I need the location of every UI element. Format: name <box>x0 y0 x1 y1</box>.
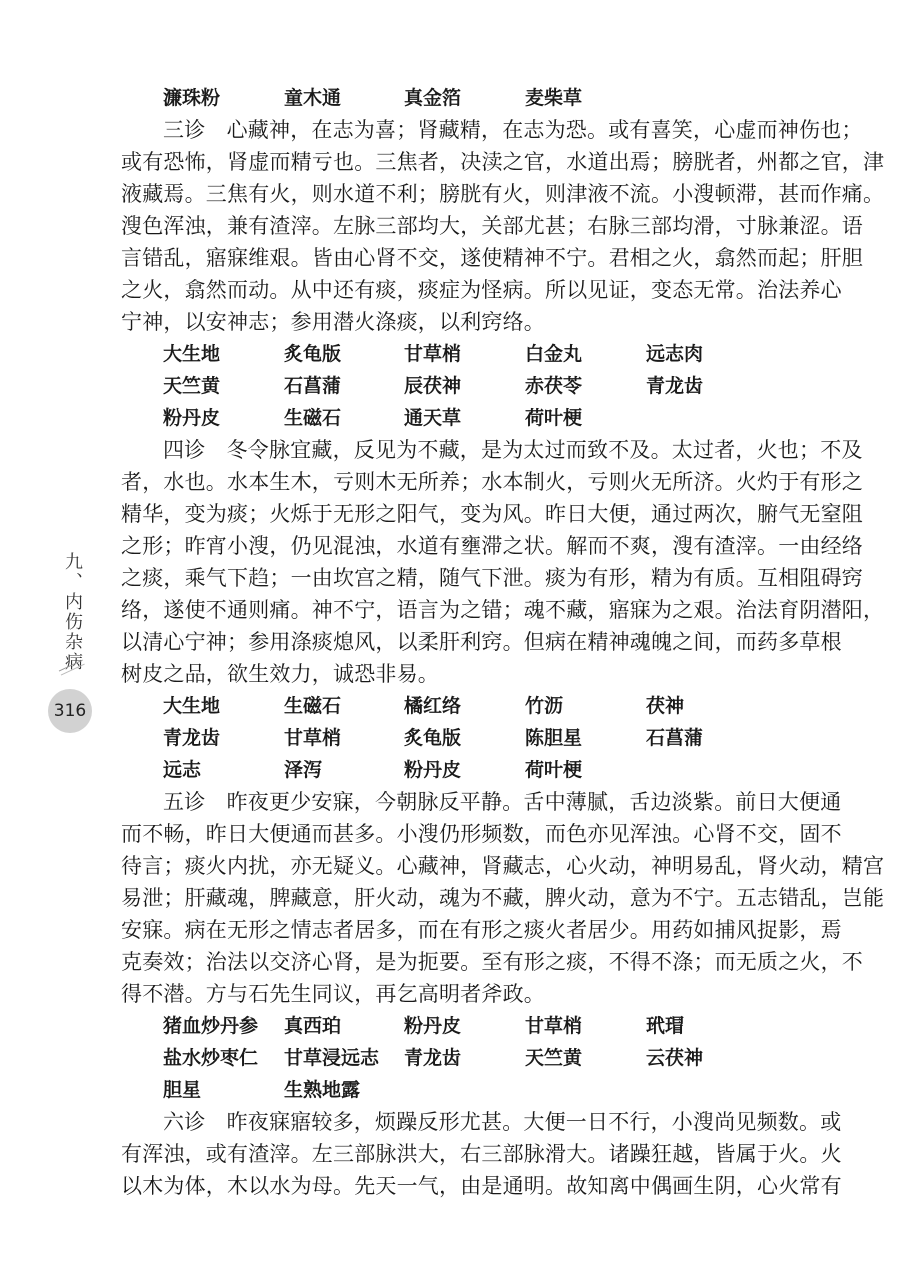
herb-item: 云茯神 <box>646 1047 704 1069</box>
text-line: 精华，变为痰；火烁于无形之阳气，变为风。昨日大便，通过两次，腑气无窒阻 <box>121 502 863 526</box>
text-line: 者，水也。水本生木，亏则木无所养；水本制火，亏则火无所济。火灼于有形之 <box>121 470 863 494</box>
herb-item: 甘草浸远志 <box>284 1047 380 1069</box>
herb-item: 荷叶梗 <box>525 407 583 429</box>
herb-row <box>121 754 793 786</box>
herb-item: 石菖蒲 <box>284 375 342 397</box>
herb-row <box>121 370 793 402</box>
herb-item: 童木通 <box>284 87 342 109</box>
text-line: 三诊 心藏神，在志为喜；肾藏精，在志为恐。或有喜笑，心虚而神伤也； <box>163 118 863 142</box>
herb-item: 甘草梢 <box>525 1015 583 1037</box>
herb-item: 陈胆星 <box>525 727 583 749</box>
text-line: 之痰，乘气下趋；一由坎宫之精，随气下泄。痰为有形，精为有质。互相阻碍窍 <box>121 566 863 590</box>
herb-item: 石菖蒲 <box>646 727 704 749</box>
herb-item: 炙龟版 <box>404 727 462 749</box>
herb-item: 真西珀 <box>284 1015 342 1037</box>
text-line: 克奏效；治法以交济心肾，是为扼要。至有形之痰，不得不涤；而无质之火，不 <box>121 950 863 974</box>
herb-item: 玳瑁 <box>646 1015 685 1037</box>
herb-row <box>121 402 793 434</box>
herb-item: 大生地 <box>163 695 221 717</box>
herb-item: 大生地 <box>163 343 221 365</box>
herb-item: 天竺黄 <box>163 375 221 397</box>
herb-item: 茯神 <box>646 695 685 717</box>
herb-item: 猪血炒丹参 <box>163 1015 259 1037</box>
text-line: 树皮之品，欲生效力，诚恐非易。 <box>121 662 439 686</box>
herb-item: 远志 <box>163 759 202 781</box>
herb-item: 竹沥 <box>525 695 564 717</box>
herb-item: 麦柴草 <box>525 87 583 109</box>
herb-item: 濂珠粉 <box>163 87 221 109</box>
text-line: 言错乱，寤寐维艰。皆由心肾不交，遂使精神不宁。君相之火，翕然而起；肝胆 <box>121 246 863 270</box>
text-line: 六诊 昨夜寐寤较多，烦躁反形尤甚。大便一日不行，小溲尚见频数。或 <box>163 1110 842 1134</box>
herb-item: 生熟地露 <box>284 1079 361 1101</box>
herb-item: 粉丹皮 <box>404 1015 462 1037</box>
herb-list <box>121 338 793 434</box>
text-line: 而不畅，昨日大便通而甚多。小溲仍形频数，而色亦见浑浊。心肾不交，固不 <box>121 822 842 846</box>
herb-item: 赤茯苓 <box>525 375 583 397</box>
herb-row <box>121 1042 793 1074</box>
herb-list <box>121 690 793 786</box>
section-title: 九、内伤杂病 <box>62 552 83 672</box>
herb-row <box>121 338 793 370</box>
herb-item: 荷叶梗 <box>525 759 583 781</box>
herb-row <box>121 690 793 722</box>
herb-item: 泽泻 <box>284 759 323 781</box>
text-line: 之形；昨宵小溲，仍见混浊，水道有壅滞之状。解而不爽，溲有渣滓。一由经络 <box>121 534 863 558</box>
paragraph-sixth-visit <box>121 1106 842 1202</box>
herb-item: 炙龟版 <box>284 343 342 365</box>
herb-item: 橘红络 <box>404 695 462 717</box>
herb-item: 天竺黄 <box>525 1047 583 1069</box>
herb-item: 粉丹皮 <box>163 407 221 429</box>
paragraph-fifth-visit <box>121 786 885 1010</box>
herb-item: 白金丸 <box>525 343 583 365</box>
text-line: 宁神，以安神志；参用潜火涤痰，以利窍络。 <box>121 310 545 334</box>
text-line: 之火，翕然而动。从中还有痰，痰症为怪病。所以见证，变态无常。治法养心 <box>121 278 842 302</box>
herb-item: 生磁石 <box>284 407 342 429</box>
herb-item: 盐水炒枣仁 <box>163 1047 259 1069</box>
herb-item: 远志肉 <box>646 343 704 365</box>
herb-item: 辰茯神 <box>404 375 462 397</box>
herb-item: 生磁石 <box>284 695 342 717</box>
herb-item: 甘草梢 <box>404 343 462 365</box>
herb-list <box>121 82 793 114</box>
page-number: 316 <box>48 689 92 733</box>
text-line: 有浑浊，或有渣滓。左三部脉洪大，右三部脉滑大。诸躁狂越，皆属于火。火 <box>121 1142 842 1166</box>
herb-item: 青龙齿 <box>404 1047 462 1069</box>
text-line: 五诊 昨夜更少安寐，今朝脉反平静。舌中薄腻，舌边淡紫。前日大便通 <box>163 790 842 814</box>
herb-item: 真金箔 <box>404 87 462 109</box>
text-line: 得不潜。方与石先生同议，再乞高明者斧政。 <box>121 982 545 1006</box>
text-line: 液藏焉。三焦有火，则水道不利；膀胱有火，则津液不流。小溲顿滞，甚而作痛。 <box>121 182 885 206</box>
paragraph-third-visit <box>121 114 885 338</box>
herb-row <box>121 1010 793 1042</box>
text-line: 四诊 冬令脉宜藏，反见为不藏，是为太过而致不及。太过者，火也；不及 <box>163 438 863 462</box>
text-line: 络，遂使不通则痛。神不宁，语言为之错；魂不藏，寤寐为之艰。治法育阴潜阳， <box>121 598 885 622</box>
herb-row <box>121 1074 793 1106</box>
herb-item: 通天草 <box>404 407 462 429</box>
text-line: 溲色浑浊，兼有渣滓。左脉三部均大，关部尤甚；右脉三部均滑，寸脉兼涩。语 <box>121 214 863 238</box>
herb-item: 胆星 <box>163 1079 202 1101</box>
page-body <box>121 82 885 1202</box>
text-line: 以清心宁神；参用涤痰熄风，以柔肝利窍。但病在精神魂魄之间，而药多草根 <box>121 630 842 654</box>
herb-item: 青龙齿 <box>163 727 221 749</box>
text-line: 易泄；肝藏魂，脾藏意，肝火动，魂为不藏，脾火动，意为不宁。五志错乱，岂能 <box>121 886 885 910</box>
herb-item: 粉丹皮 <box>404 759 462 781</box>
text-line: 安寐。病在无形之情志者居多，而在有形之痰火者居少。用药如捕风捉影，焉 <box>121 918 842 942</box>
paragraph-fourth-visit <box>121 434 885 690</box>
text-line: 以木为体，木以水为母。先天一气，由是通明。故知离中偶画生阴，心火常有 <box>121 1174 842 1198</box>
herb-list <box>121 1010 793 1106</box>
text-line: 待言；痰火内扰，亦无疑义。心藏神，肾藏志，心火动，神明易乱，肾火动，精宫 <box>121 854 885 878</box>
text-line: 或有恐怖，肾虚而精亏也。三焦者，决渎之官，水道出焉；膀胱者，州都之官，津 <box>121 150 885 174</box>
herb-item: 甘草梢 <box>284 727 342 749</box>
herb-item: 青龙齿 <box>646 375 704 397</box>
herb-row <box>121 722 793 754</box>
